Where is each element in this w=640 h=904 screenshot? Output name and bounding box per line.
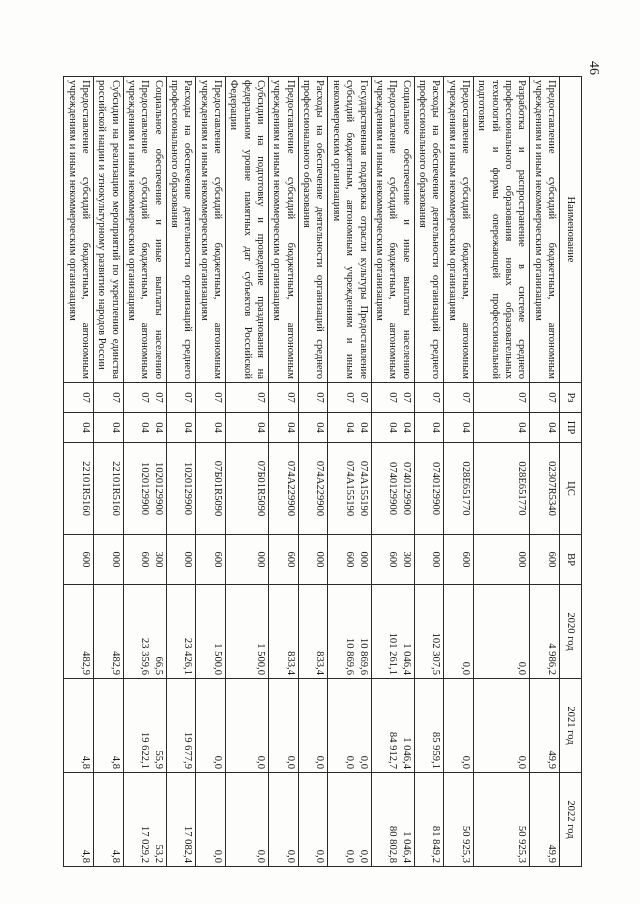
header-pr: ПР bbox=[560, 413, 582, 443]
cell-vr-value: 600 bbox=[284, 551, 296, 568]
cell-cs bbox=[123, 443, 166, 535]
cell-pr-value: 04 bbox=[546, 422, 557, 433]
cell-2022-value: 4,8 bbox=[80, 849, 91, 863]
cell-cs bbox=[414, 443, 444, 535]
cell-cs bbox=[94, 443, 124, 535]
cell-2021 bbox=[94, 679, 124, 773]
cell-2020 bbox=[328, 585, 371, 679]
cell-vr bbox=[473, 535, 529, 585]
cell-2020-value: 23 426,1 bbox=[182, 637, 194, 675]
cell-2022-value: 4,8 bbox=[109, 849, 121, 863]
cell-2021-value: 0,0 bbox=[357, 755, 369, 769]
cell-cs-value: 07Б01R5090 bbox=[212, 460, 224, 517]
cell-vr-value: 000 bbox=[182, 551, 194, 568]
cell-vr bbox=[94, 535, 124, 585]
cell-2022 bbox=[123, 773, 166, 867]
table-row bbox=[473, 77, 529, 867]
cell-pr-value: 04 bbox=[139, 422, 151, 433]
cell-vr bbox=[269, 535, 299, 585]
cell-2021-value: 4,8 bbox=[109, 755, 121, 769]
table-row bbox=[371, 77, 414, 867]
cell-2020 bbox=[94, 585, 124, 679]
cell-vr bbox=[414, 535, 444, 585]
cell-2022-value: 81 849,2 bbox=[430, 825, 442, 863]
header-vr: ВР bbox=[560, 535, 582, 585]
cell-rz bbox=[226, 383, 269, 413]
cell-cs bbox=[444, 443, 474, 535]
cell-vr bbox=[298, 535, 328, 585]
cell-2020-value: 0,0 bbox=[459, 661, 471, 675]
cell-rz-value: 07 bbox=[284, 392, 296, 403]
cell-cs-value: 0740129900 bbox=[387, 462, 399, 515]
cell-2022-value: 17 029,2 bbox=[139, 825, 151, 863]
header-2020: 2020 год bbox=[560, 585, 582, 679]
cell-rz bbox=[298, 383, 328, 413]
cell-pr-value: 04 bbox=[182, 422, 194, 433]
cell-2022 bbox=[444, 773, 474, 867]
header-2021: 2021 год bbox=[560, 679, 582, 773]
cell-2021-value: 0,0 bbox=[516, 755, 528, 769]
cell-2021-value: 0,0 bbox=[255, 755, 267, 769]
cell-rz bbox=[444, 383, 474, 413]
cell-rz bbox=[371, 383, 414, 413]
cell-cs-value: 074А155190 bbox=[357, 460, 369, 517]
cell-vr-value: 600 bbox=[459, 551, 471, 568]
cell-name: Предоставление субсидий бюджетным, автономным учреждениям и иным некоммерческим организациям bbox=[530, 77, 560, 383]
cell-rz bbox=[473, 383, 529, 413]
cell-vr bbox=[530, 535, 560, 585]
cell-2020-value: 66,5 bbox=[152, 656, 164, 675]
cell-name: Расходы на обеспечение деятельности организаций среднего профессионального образования bbox=[166, 77, 196, 383]
table-body bbox=[64, 77, 560, 867]
cell-2021 bbox=[473, 679, 529, 773]
cell-2020 bbox=[226, 585, 269, 679]
cell-cs bbox=[473, 443, 529, 535]
cell-2022 bbox=[196, 773, 226, 867]
cell-rz-value: 07 bbox=[109, 392, 121, 403]
cell-2020 bbox=[123, 585, 166, 679]
cell-pr bbox=[226, 413, 269, 443]
cell-2021-value: 0,0 bbox=[459, 755, 471, 769]
cell-2022 bbox=[473, 773, 529, 867]
cell-vr-value: 000 bbox=[516, 551, 528, 568]
cell-2021-value: 1 046,4 bbox=[400, 737, 412, 769]
cell-pr-value: 04 bbox=[430, 422, 442, 433]
cell-2021 bbox=[123, 679, 166, 773]
cell-2021-value: 0,0 bbox=[344, 755, 356, 769]
cell-cs-value: 1020129900 bbox=[152, 462, 164, 515]
cell-rz bbox=[94, 383, 124, 413]
cell-name: Государственная поддержка отрасли культуры Предоставление субсидий бюджетным, автономным учреждениям и иным некоммерческим организациям bbox=[328, 77, 371, 383]
cell-cs bbox=[530, 443, 560, 535]
table-row bbox=[269, 77, 299, 867]
cell-rz-value: 07 bbox=[212, 392, 224, 403]
cell-2020 bbox=[166, 585, 196, 679]
cell-rz-value: 07 bbox=[357, 392, 369, 403]
cell-name: Предоставление субсидий бюджетным, автономным учреждениям и иным некоммерческим организациям bbox=[444, 77, 474, 383]
cell-pr bbox=[530, 413, 560, 443]
cell-2022-value: 50 925,3 bbox=[516, 825, 528, 863]
cell-cs-value: 07Б01R5090 bbox=[255, 460, 267, 517]
cell-pr bbox=[371, 413, 414, 443]
cell-pr-value: 04 bbox=[152, 422, 164, 433]
cell-rz bbox=[166, 383, 196, 413]
header-name: Наименование bbox=[560, 77, 582, 383]
cell-2020-value: 833,4 bbox=[284, 651, 296, 675]
cell-rz bbox=[196, 383, 226, 413]
cell-cs-value: 0740129900 bbox=[430, 462, 442, 515]
table-row bbox=[298, 77, 328, 867]
cell-cs bbox=[298, 443, 328, 535]
cell-vr-value: 000 bbox=[255, 551, 267, 568]
table-row bbox=[444, 77, 474, 867]
cell-2022 bbox=[298, 773, 328, 867]
cell-cs-value: 074А229900 bbox=[314, 460, 326, 517]
cell-2020-value: 1 500,0 bbox=[255, 643, 267, 675]
cell-name: Социальное обеспечение и иные выплаты населению Предоставление субсидий бюджетным, автономным учреждениям и иным некоммерческим организациям bbox=[123, 77, 166, 383]
cell-rz-value: 07 bbox=[430, 392, 442, 403]
table-row bbox=[226, 77, 269, 867]
cell-2022 bbox=[414, 773, 444, 867]
cell-rz-value: 07 bbox=[152, 392, 164, 403]
cell-cs-value: 074А155190 bbox=[344, 460, 356, 517]
table-row bbox=[123, 77, 166, 867]
cell-pr-value: 04 bbox=[255, 422, 267, 433]
cell-2020 bbox=[371, 585, 414, 679]
cell-2020 bbox=[444, 585, 474, 679]
cell-pr-value: 04 bbox=[516, 422, 528, 433]
cell-2020 bbox=[64, 585, 94, 679]
cell-2021-value: 84 912,7 bbox=[387, 731, 399, 769]
cell-2020-value: 102 307,5 bbox=[430, 632, 442, 675]
header-row bbox=[560, 77, 582, 867]
cell-2020-value: 0,0 bbox=[516, 661, 528, 675]
cell-cs bbox=[226, 443, 269, 535]
cell-2020-value: 10 869,6 bbox=[357, 637, 369, 675]
cell-2022 bbox=[269, 773, 299, 867]
cell-2022-value: 1 046,4 bbox=[400, 831, 412, 863]
cell-cs-value: 22101R5160 bbox=[80, 461, 91, 516]
cell-2022-value: 0,0 bbox=[255, 849, 267, 863]
cell-2020 bbox=[473, 585, 529, 679]
cell-pr bbox=[473, 413, 529, 443]
cell-2021-value: 0,0 bbox=[212, 755, 224, 769]
cell-cs-value: 1020129900 bbox=[182, 462, 194, 515]
cell-vr bbox=[328, 535, 371, 585]
table-row bbox=[64, 77, 94, 867]
cell-vr-value: 600 bbox=[212, 551, 224, 568]
cell-rz-value: 07 bbox=[182, 392, 194, 403]
cell-rz-value: 07 bbox=[80, 392, 91, 403]
cell-cs bbox=[64, 443, 94, 535]
cell-2022 bbox=[94, 773, 124, 867]
cell-name: Субсидии на реализацию мероприятий по укреплению единства российской нации и этнокультурному развитию народов России bbox=[94, 77, 124, 383]
cell-vr bbox=[123, 535, 166, 585]
cell-rz-value: 07 bbox=[459, 392, 471, 403]
cell-vr-value: 600 bbox=[344, 551, 356, 568]
cell-2021-value: 0,0 bbox=[314, 755, 326, 769]
cell-2020-value: 10 869,6 bbox=[344, 637, 356, 675]
cell-vr bbox=[166, 535, 196, 585]
cell-vr-value: 000 bbox=[314, 551, 326, 568]
cell-pr-value: 04 bbox=[400, 422, 412, 433]
cell-rz bbox=[64, 383, 94, 413]
cell-2021 bbox=[298, 679, 328, 773]
cell-2021 bbox=[530, 679, 560, 773]
table-row bbox=[328, 77, 371, 867]
budget-sheet bbox=[66, 76, 582, 866]
cell-cs-value: 028Е651770 bbox=[459, 461, 471, 516]
cell-2022-value: 0,0 bbox=[357, 849, 369, 863]
cell-2020-value: 1 500,0 bbox=[212, 643, 224, 675]
cell-cs-value: 02307R5340 bbox=[546, 461, 557, 516]
cell-2021 bbox=[328, 679, 371, 773]
cell-name: Социальное обеспечение и иные выплаты населению Предоставление субсидий бюджетным, автономным учреждениям и иным некоммерческим организациям bbox=[371, 77, 414, 383]
cell-2021-value: 19 622,1 bbox=[139, 731, 151, 769]
cell-rz bbox=[414, 383, 444, 413]
cell-2021-value: 19 677,9 bbox=[182, 731, 194, 769]
cell-vr-value: 300 bbox=[152, 551, 164, 568]
cell-2021-value: 0,0 bbox=[284, 755, 296, 769]
cell-vr bbox=[64, 535, 94, 585]
cell-rz bbox=[269, 383, 299, 413]
cell-name: Расходы на обеспечение деятельности организаций среднего профессионального образования bbox=[298, 77, 328, 383]
cell-pr-value: 04 bbox=[212, 422, 224, 433]
table-row bbox=[196, 77, 226, 867]
cell-2022-value: 0,0 bbox=[314, 849, 326, 863]
header-2022: 2022 год bbox=[560, 773, 582, 867]
cell-name: Предоставление субсидий бюджетным, автономным учреждениям и иным некоммерческим организациям bbox=[64, 77, 94, 383]
cell-2020-value: 833,4 bbox=[314, 651, 326, 675]
cell-pr bbox=[298, 413, 328, 443]
cell-pr-value: 04 bbox=[344, 422, 356, 433]
cell-2021-value: 49,9 bbox=[546, 750, 557, 769]
cell-vr-value: 600 bbox=[387, 551, 399, 568]
cell-2020 bbox=[414, 585, 444, 679]
cell-rz-value: 07 bbox=[344, 392, 356, 403]
cell-2022-value: 0,0 bbox=[284, 849, 296, 863]
cell-vr bbox=[444, 535, 474, 585]
cell-pr-value: 04 bbox=[80, 422, 91, 433]
cell-2022-value: 50 925,3 bbox=[459, 825, 471, 863]
cell-vr bbox=[226, 535, 269, 585]
cell-cs bbox=[371, 443, 414, 535]
cell-2020 bbox=[196, 585, 226, 679]
table-row bbox=[166, 77, 196, 867]
cell-rz bbox=[123, 383, 166, 413]
cell-pr bbox=[414, 413, 444, 443]
cell-2022 bbox=[530, 773, 560, 867]
cell-2020-value: 482,9 bbox=[109, 651, 121, 675]
cell-2021 bbox=[196, 679, 226, 773]
cell-pr bbox=[196, 413, 226, 443]
cell-2022 bbox=[371, 773, 414, 867]
cell-name: Предоставление субсидий бюджетным, автономным учреждениям и иным некоммерческим организациям bbox=[269, 77, 299, 383]
cell-2020-value: 482,9 bbox=[80, 651, 91, 675]
cell-2022-value: 80 802,8 bbox=[387, 825, 399, 863]
cell-2022-value: 49,9 bbox=[546, 844, 557, 863]
cell-rz-value: 07 bbox=[139, 392, 151, 403]
cell-2022-value: 17 082,4 bbox=[182, 825, 194, 863]
cell-2022 bbox=[166, 773, 196, 867]
cell-rz-value: 07 bbox=[546, 392, 557, 403]
page-number: 46 bbox=[586, 61, 601, 75]
header-cs: ЦС bbox=[560, 443, 582, 535]
cell-vr-value: 000 bbox=[357, 551, 369, 568]
cell-pr bbox=[123, 413, 166, 443]
cell-vr-value: 600 bbox=[139, 551, 151, 568]
cell-2022-value: 0,0 bbox=[212, 849, 224, 863]
cell-pr bbox=[328, 413, 371, 443]
cell-name: Расходы на обеспечение деятельности организаций среднего профессионального образования bbox=[414, 77, 444, 383]
cell-2022 bbox=[226, 773, 269, 867]
cell-vr bbox=[371, 535, 414, 585]
cell-2021-value: 55,9 bbox=[152, 750, 164, 769]
cell-pr-value: 04 bbox=[109, 422, 121, 433]
cell-pr bbox=[94, 413, 124, 443]
cell-2020-value: 4 986,2 bbox=[546, 643, 557, 675]
cell-name: Субсидии на подготовку и проведение празднования на федеральном уровне памятных дат субъектов Российской Федерации bbox=[226, 77, 269, 383]
cell-2021 bbox=[444, 679, 474, 773]
cell-vr-value: 300 bbox=[400, 551, 412, 568]
cell-vr-value: 600 bbox=[80, 551, 91, 568]
header-rz: Рз bbox=[560, 383, 582, 413]
cell-2020-value: 23 359,6 bbox=[139, 637, 151, 675]
cell-cs-value: 074А229900 bbox=[284, 460, 296, 517]
cell-2020-value: 1 046,4 bbox=[400, 643, 412, 675]
cell-2022-value: 53,2 bbox=[152, 844, 164, 863]
cell-rz bbox=[328, 383, 371, 413]
cell-cs-value: 0740129900 bbox=[400, 462, 412, 515]
cell-pr bbox=[166, 413, 196, 443]
cell-pr bbox=[444, 413, 474, 443]
cell-rz-value: 07 bbox=[400, 392, 412, 403]
cell-2021 bbox=[414, 679, 444, 773]
cell-pr-value: 04 bbox=[387, 422, 399, 433]
cell-2020 bbox=[530, 585, 560, 679]
cell-cs-value: 028Е651770 bbox=[516, 461, 528, 516]
cell-2020 bbox=[269, 585, 299, 679]
cell-cs-value: 1020129900 bbox=[139, 462, 151, 515]
cell-2021-value: 4,8 bbox=[80, 755, 91, 769]
cell-2022 bbox=[64, 773, 94, 867]
cell-2021 bbox=[226, 679, 269, 773]
cell-vr bbox=[196, 535, 226, 585]
cell-vr-value: 600 bbox=[546, 551, 557, 568]
cell-pr-value: 04 bbox=[284, 422, 296, 433]
cell-pr-value: 04 bbox=[459, 422, 471, 433]
cell-2021 bbox=[371, 679, 414, 773]
cell-2021 bbox=[64, 679, 94, 773]
cell-name: Разработка и распространение в системе среднего профессионального образования новых образовательных технологий и формы опережающей профессиональной подготовки bbox=[473, 77, 529, 383]
cell-cs bbox=[166, 443, 196, 535]
budget-table bbox=[63, 76, 582, 867]
cell-2020-value: 101 261,1 bbox=[387, 632, 399, 675]
cell-cs bbox=[269, 443, 299, 535]
cell-2022-value: 0,0 bbox=[344, 849, 356, 863]
cell-2021 bbox=[269, 679, 299, 773]
cell-2020 bbox=[298, 585, 328, 679]
cell-cs bbox=[328, 443, 371, 535]
cell-vr-value: 000 bbox=[430, 551, 442, 568]
table-row bbox=[530, 77, 560, 867]
cell-pr bbox=[64, 413, 94, 443]
table-row bbox=[94, 77, 124, 867]
table-row bbox=[414, 77, 444, 867]
cell-rz-value: 07 bbox=[255, 392, 267, 403]
cell-pr bbox=[269, 413, 299, 443]
cell-rz-value: 07 bbox=[387, 392, 399, 403]
cell-pr-value: 04 bbox=[314, 422, 326, 433]
cell-2021-value: 85 959,1 bbox=[430, 731, 442, 769]
cell-cs bbox=[196, 443, 226, 535]
cell-rz-value: 07 bbox=[314, 392, 326, 403]
cell-vr-value: 000 bbox=[109, 551, 121, 568]
cell-2022 bbox=[328, 773, 371, 867]
cell-name: Предоставление субсидий бюджетным, автономным учреждениям и иным некоммерческим организациям bbox=[196, 77, 226, 383]
cell-rz bbox=[530, 383, 560, 413]
cell-cs-value: 22101R5160 bbox=[109, 461, 121, 516]
cell-2021 bbox=[166, 679, 196, 773]
cell-rz-value: 07 bbox=[516, 392, 528, 403]
cell-pr-value: 04 bbox=[357, 422, 369, 433]
